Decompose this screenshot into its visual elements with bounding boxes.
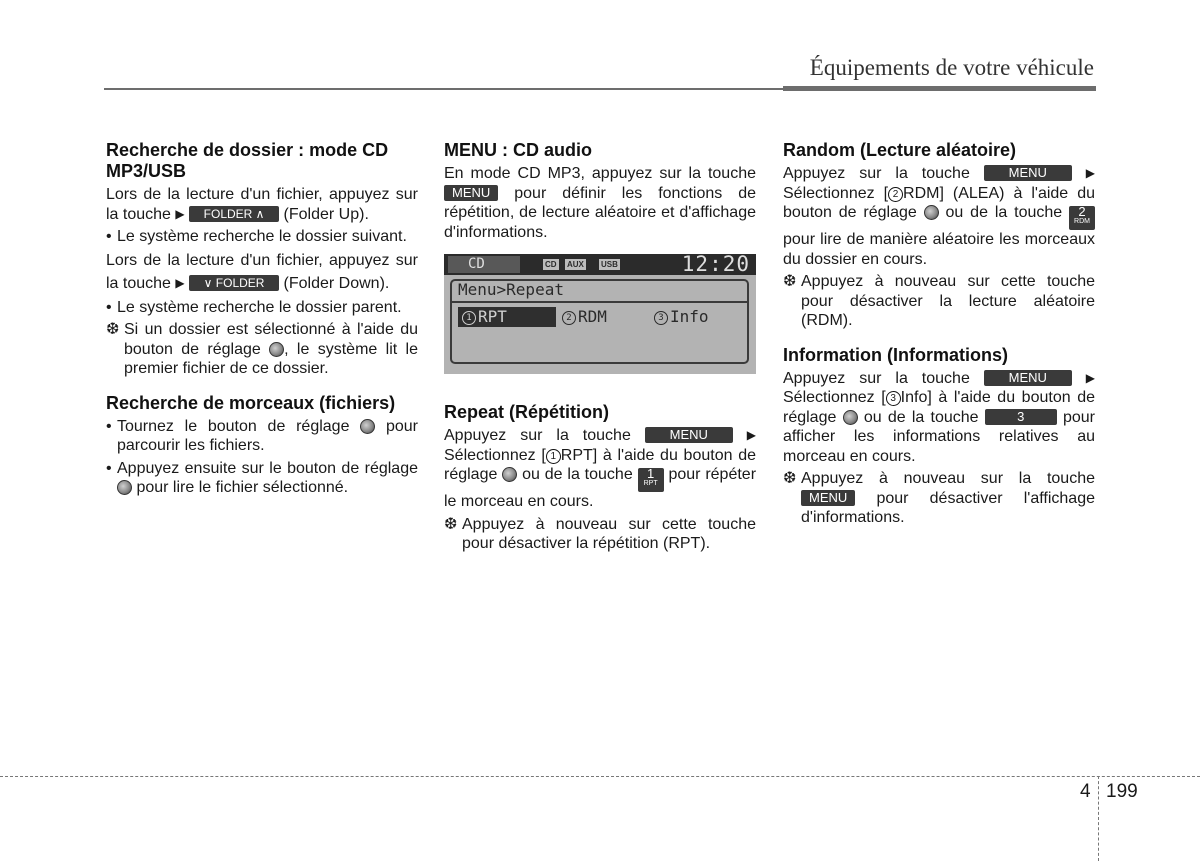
play-triangle-icon: ▶ — [175, 275, 185, 290]
note-item — [783, 469, 1095, 528]
bullet-item: • Le système recherche le dossier suivant. — [106, 227, 418, 247]
menu-key: MENU — [801, 490, 855, 506]
note-text: Appuyez à nouveau sur cette touche pour désactiver la répétition (RPT). — [462, 515, 756, 552]
section-title-information: Information (Informations) — [783, 344, 1008, 365]
note-text: Appuyez à nouveau sur la touche — [801, 470, 1095, 487]
tune-knob-icon — [843, 410, 858, 425]
paragraph-text: RPT] à l'aide du bouton de réglage — [444, 446, 756, 483]
play-triangle-icon: ▶ — [1085, 370, 1095, 385]
paragraph-random — [783, 164, 1095, 269]
play-triangle-icon: ▶ — [1085, 166, 1095, 180]
note-item — [444, 515, 756, 554]
lcd-display-illustration — [444, 254, 756, 374]
lcd-option-label: RDM — [578, 307, 607, 326]
bullet-text: Tournez le bouton de réglage — [117, 417, 350, 435]
tune-knob-icon — [269, 342, 284, 357]
paragraph-text: En mode CD MP3, appuyez sur la touche — [444, 165, 756, 182]
lcd-badge-aux: AUX — [567, 260, 584, 269]
paragraph-information — [783, 369, 1095, 467]
paragraph-text: Sélectionnez [ — [783, 389, 886, 406]
page-number: 199 — [1106, 781, 1138, 802]
column-left — [106, 140, 418, 501]
section-title-repeat: Repeat (Répétition) — [444, 402, 610, 422]
footer-rule — [0, 776, 1200, 777]
paragraph-text: Lors de la lecture d'un fichier, appuyez sur la touche — [106, 251, 418, 292]
lcd-option-label: RPT — [478, 307, 507, 326]
lcd-mode-label: CD — [448, 256, 520, 273]
folder-down-key: ∨ FOLDER — [189, 275, 279, 291]
bullet-text: pour lire le fichier sélectionné. — [136, 479, 349, 496]
bullet-text: Appuyez ensuite sur le bouton de réglage — [117, 459, 418, 477]
lcd-option-label: Info — [670, 307, 709, 326]
lcd-option-number: 1 — [462, 311, 476, 325]
paragraph-text: pour lire de manière aléatoire les morceaux du dossier en cours. — [783, 231, 1095, 268]
paragraph-text: ou de la touche — [945, 204, 1063, 221]
lcd-badge-cd: CD — [545, 260, 557, 269]
paragraph-folder-down — [106, 250, 418, 295]
paragraph-text: Appuyez sur la touche — [783, 369, 970, 387]
menu-key: MENU — [984, 165, 1072, 181]
note-mark-icon: ❆ — [783, 273, 797, 290]
note-text: Si un dossier est sélectionné à l'aide du bouton de réglage — [124, 321, 418, 358]
lcd-divider — [452, 301, 747, 303]
circled-number: 3 — [886, 391, 901, 406]
preset-key-2 — [1069, 206, 1095, 230]
section-title-folder-search: Recherche de dossier : mode CD MP3/USB — [106, 140, 389, 181]
section-title-track-search: Recherche de morceaux (fichiers) — [106, 392, 396, 413]
bullet-item: • Le système recherche le dossier parent. — [106, 298, 418, 318]
folder-up-key: FOLDER ∧ — [189, 206, 279, 222]
running-header: Équipements de votre véhicule — [809, 55, 1094, 80]
lcd-option-number: 3 — [654, 311, 668, 325]
preset-key-3: 3 — [985, 409, 1057, 425]
section-title-random: Random (Lecture aléatoire) — [783, 140, 1017, 160]
footer-divider — [1098, 776, 1099, 861]
play-triangle-icon: ▶ — [175, 206, 185, 221]
circled-number: 1 — [546, 449, 561, 464]
column-right — [783, 140, 1095, 531]
bullet-item — [106, 417, 418, 456]
tune-knob-icon — [360, 419, 375, 434]
paragraph-menu — [444, 164, 756, 242]
play-triangle-icon: ▶ — [746, 428, 756, 442]
lcd-option-number: 2 — [562, 311, 576, 325]
paragraph-text: Info] à l'aide du bouton de réglage — [783, 389, 1095, 426]
chapter-number: 4 — [1080, 781, 1091, 802]
circled-number: 2 — [888, 187, 903, 202]
paragraph-folder-up — [106, 185, 418, 224]
note-item — [106, 320, 418, 379]
tune-knob-icon — [502, 467, 517, 482]
column-middle — [444, 140, 756, 557]
note-text: , le système lit le premier fichier de ce dossier. — [124, 340, 418, 377]
preset-key-sub: RDM — [1074, 218, 1090, 225]
paragraph-text: pour définir les fonctions de répétition, de lecture aléatoire et d'affichage d'informations. — [444, 184, 756, 241]
paragraph-text: Sélectionnez [ — [783, 184, 889, 202]
header-rule-accent — [783, 86, 1096, 91]
paragraph-text: (Folder Up). — [283, 205, 369, 223]
note-mark-icon: ❆ — [783, 470, 797, 487]
paragraph-text: RDM] (ALEA) à l'aide du bouton de réglage — [783, 184, 1095, 221]
bullet-item — [106, 459, 418, 498]
paragraph-text: Appuyez sur la touche — [444, 427, 631, 444]
paragraph-repeat — [444, 426, 756, 512]
section-title-menu-cd: MENU : CD audio — [444, 140, 592, 160]
lcd-clock: 12:20 — [681, 252, 750, 276]
preset-key-1 — [638, 468, 664, 492]
preset-key-number: 2 — [1078, 204, 1086, 219]
lcd-menu-panel — [450, 279, 749, 364]
lcd-badge-usb: USB — [601, 260, 618, 269]
paragraph-text: ou de la touche — [863, 408, 979, 426]
menu-key: MENU — [444, 185, 498, 201]
note-text: Appuyez à nouveau sur cette touche pour désactiver la lecture aléatoire (RDM). — [801, 273, 1095, 329]
preset-key-number: 1 — [646, 466, 655, 481]
lcd-option-rdm — [558, 307, 607, 327]
tune-knob-icon — [924, 205, 939, 220]
lcd-menu-path: Menu>Repeat — [458, 280, 564, 299]
paragraph-text: pour répéter le morceau en cours. — [444, 466, 757, 510]
paragraph-text: (Folder Down). — [283, 274, 390, 292]
paragraph-text: ou de la touche — [522, 466, 633, 483]
paragraph-text: pour afficher les informations relatives au morceau en cours. — [783, 408, 1095, 465]
paragraph-text: Appuyez sur la touche — [783, 165, 970, 182]
preset-key-sub: RPT — [643, 480, 658, 487]
note-mark-icon: ❆ — [106, 321, 120, 338]
note-item — [783, 272, 1095, 331]
tune-knob-icon — [117, 480, 132, 495]
lcd-option-rpt — [458, 307, 556, 327]
menu-key: MENU — [645, 427, 733, 443]
paragraph-text: Sélectionnez [ — [444, 446, 546, 464]
note-mark-icon: ❆ — [444, 515, 458, 533]
bullet-text: pour parcourir les fichiers. — [117, 417, 418, 454]
paragraph-text: Lors de la lecture d'un fichier, appuyez sur la touche — [106, 186, 418, 223]
lcd-option-info — [650, 307, 709, 327]
note-text: pour désactiver l'affichage d'informations. — [801, 489, 1095, 526]
menu-key: MENU — [984, 370, 1072, 386]
